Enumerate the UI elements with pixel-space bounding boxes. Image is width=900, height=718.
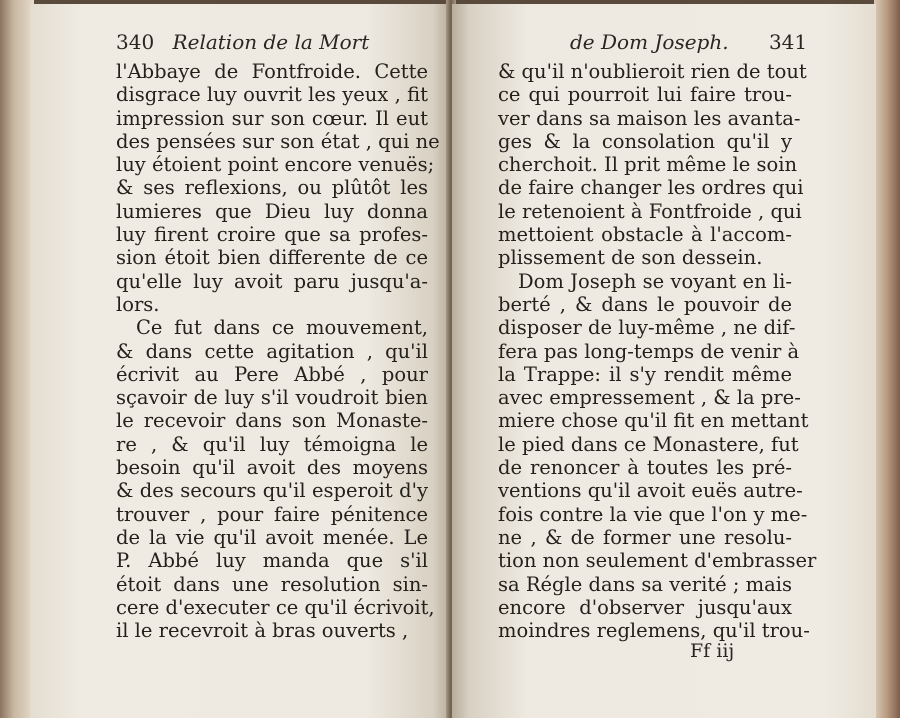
text-line: fois contre la vie que l'on y me- [498,502,808,526]
text-line: mettoient obstacle à l'accom- [498,223,792,247]
left-page [30,4,450,718]
text-line: de faire changer les ordres qui [498,176,804,200]
text-line: lumieres que Dieu luy donna [116,199,428,223]
text-line: besoin qu'il avoit des moyens [116,456,428,480]
text-line: disposer de luy-même , ne dif- [498,316,796,340]
left-page-header [116,30,369,54]
left-page-edges [0,0,34,718]
text-line: qu'elle luy avoit paru jusqu'a- [116,269,428,293]
text-line: ventions qu'il avoit euës autre- [498,479,803,503]
text-line: luy étoient point encore venuës; [116,153,435,177]
text-line: trouver , pour faire pénitence [116,502,428,526]
text-line: des pensées sur son état , qui ne [116,129,440,153]
text-line: lors. [116,292,160,316]
text-line: encore d'observer jusqu'aux [498,595,792,619]
text-line: le retenoient à Fontfroide , qui [498,199,802,223]
right-page-text [498,60,817,643]
right-page [452,4,876,718]
text-line: re , & qu'il luy témoigna le [116,432,428,456]
text-line: ver dans sa maison les avanta- [498,106,801,130]
left-running-title: Relation de la Mort [172,30,370,54]
right-page-number: 341 [768,30,808,54]
text-line: cherchoit. Il prit même le soin [498,153,798,177]
text-line: & dans cette agitation , qu'il [116,339,428,363]
text-line: de renoncer à toutes les pré- [498,456,792,480]
right-page-header [570,30,807,54]
text-line: Ce fut dans ce mouvement, [136,316,428,340]
text-line: étoit dans une resolution sin- [116,572,428,596]
text-line: fera pas long-temps de venir à [498,339,800,363]
text-line: miere chose qu'il fit en mettant [498,409,809,433]
text-line: impression sur son cœur. Il eut [116,106,428,130]
text-line: Dom Joseph se voyant en li- [518,269,792,293]
text-line: plissement de son dessein. [498,246,763,270]
text-line: moindres reglemens, qu'il trou- [498,619,810,643]
text-line: sion étoit bien differente de ce [116,246,428,270]
right-page-edges [874,0,900,718]
text-line: sa Régle dans sa verité ; mais [498,572,793,596]
text-line: P. Abbé luy manda que s'il [116,549,428,573]
text-line: tion non seulement d'embrasser [498,549,817,573]
signature-mark: Ff iij [690,640,735,662]
text-line: la Trappe: il s'y rendit même [498,362,792,386]
text-line: & des secours qu'il esperoit d'y [116,479,428,503]
text-line: écrivit au Pere Abbé , pour [116,362,428,386]
left-page-text [116,60,440,643]
text-line: ce qui pourroit lui faire trou- [498,83,792,107]
text-line: avec empressement , & la pre- [498,386,801,410]
text-line: & qu'il n'oublieroit rien de tout [498,60,807,83]
text-line: l'Abbaye de Fontfroide. Cette [116,60,428,83]
text-line: de la vie qu'il avoit menée. Le [116,525,428,549]
left-page-number: 340 [116,30,155,54]
text-line: disgrace luy ouvrit les yeux , fit [116,83,428,107]
text-line: il le recevroit à bras ouverts , [116,619,409,643]
text-line: berté , & dans le pouvoir de [498,292,792,316]
text-line: le pied dans ce Monastere, fut [498,432,799,456]
right-running-title: de Dom Joseph. [570,30,729,54]
text-line: le recevoir dans son Monaste- [116,409,428,433]
text-line: sçavoir de luy s'il voudroit bien [116,386,428,410]
text-line: luy firent croire que sa profes- [116,223,428,247]
text-line: & ses reflexions, ou plûtôt les [116,176,428,200]
text-line: ne , & de former une resolu- [498,525,792,549]
text-line: cere d'executer ce qu'il écrivoit, [116,595,435,619]
text-line: ges & la consolation qu'il y [498,129,792,153]
